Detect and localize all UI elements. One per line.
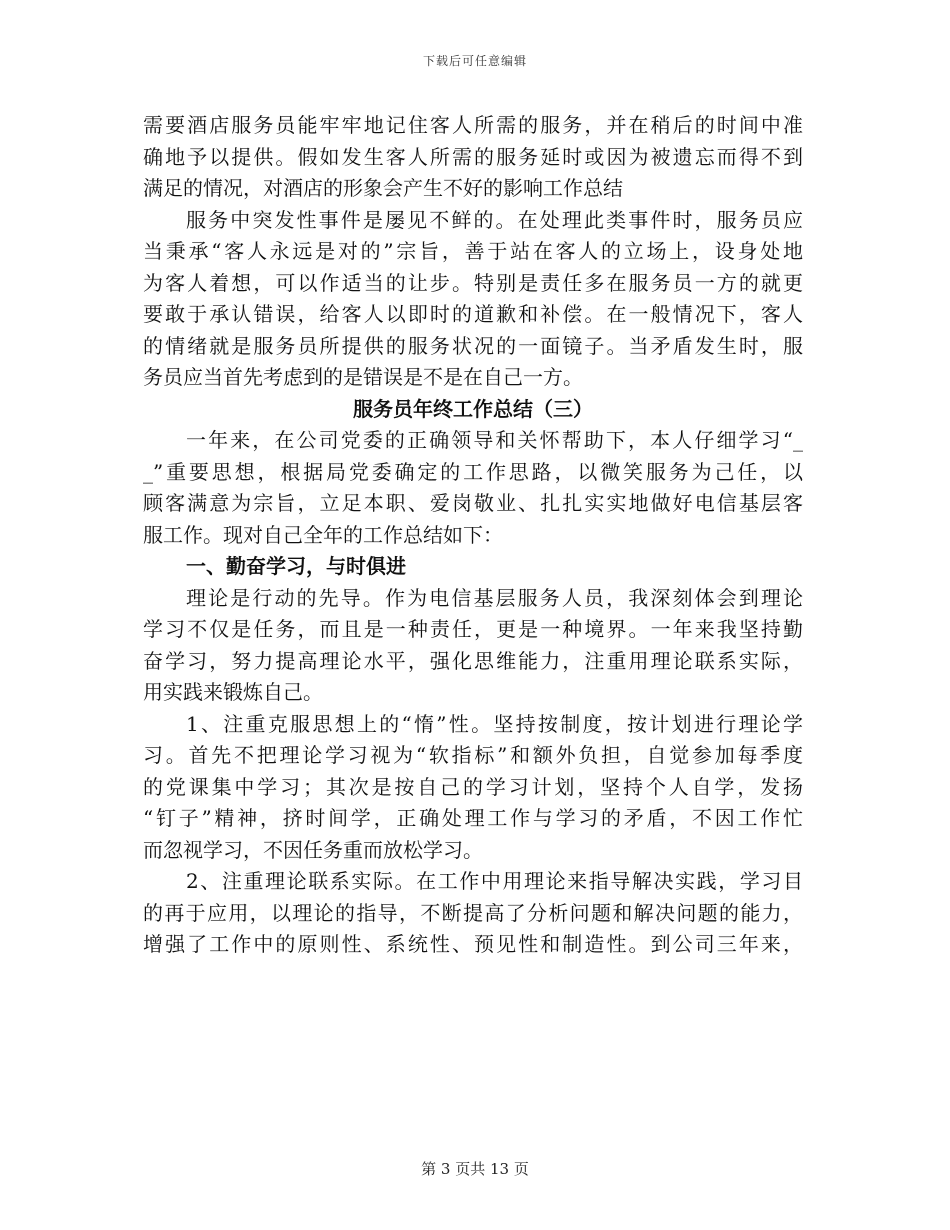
paragraph-last-line: 而忽视学习，不因任务重而放松学习。 [143, 837, 483, 862]
body-text-line: 学习不仅是任务，而且是一种责任，更是一种境界。一年来我坚持勤 [143, 617, 803, 641]
body-text-line: 增强了工作中的原则性、系统性、预见性和制造性。到公司三年来， [143, 932, 803, 956]
body-text-line: “钉子”精神，挤时间学，正确处理工作与学习的矛盾，不因工作忙 [143, 806, 803, 830]
page-header: 下载后可任意编辑 [422, 54, 527, 68]
body-text-line: _”重要思想，根据局党委确定的工作思路，以微笑服务为己任，以 [143, 459, 803, 484]
paragraph-first-line: 一年来，在公司党委的正确领导和关怀帮助下，本人仔细学习“_ [186, 428, 803, 452]
paragraph-first-line: 服务中突发性事件是屡见不鲜的。在处理此类事件时，服务员应 [186, 207, 803, 232]
document-body [143, 110, 803, 961]
body-text-line: 习。首先不把理论学习视为“软指标”和额外负担，自觉参加每季度 [143, 743, 803, 767]
paragraph-last-line: 务员应当首先考虑到的是错误是不是在自己一方。 [143, 365, 583, 389]
paragraph-last-line: 服工作。现对自己全年的工作总结如下： [143, 522, 503, 547]
body-text-line: 的党课集中学习；其次是按自己的学习计划，坚持个人自学，发扬 [143, 774, 803, 799]
body-text-line: 为客人着想，可以作适当的让步。特别是责任多在服务员一方的就更 [143, 270, 803, 295]
sub-heading: 一、勤奋学习，与时俱进 [186, 554, 406, 578]
paragraph-first-line: 理论是行动的先导。作为电信基层服务人员，我深刻体会到理论 [186, 585, 803, 610]
body-text-line: 确地予以提供。假如发生客人所需的服务延时或因为被遗忘而得不到 [143, 144, 803, 169]
body-text-line: 顾客满意为宗旨，立足本职、爱岗敬业、扎扎实实地做好电信基层客 [143, 491, 803, 515]
body-text-line: 奋学习，努力提高理论水平，强化思维能力，注重用理论联系实际， [143, 648, 803, 673]
body-text-line: 当秉承“客人永远是对的”宗旨，善于站在客人的立场上，设身处地 [143, 239, 803, 263]
body-text-line: 要敢于承认错误，给客人以即时的道歉和补偿。在一般情况下，客人 [143, 302, 803, 326]
section-title: 服务员年终工作总结（三） [353, 396, 593, 421]
paragraph-last-line: 用实践来锻炼自己。 [143, 680, 323, 704]
paragraph-first-line: 1、注重克服思想上的“惰”性。坚持按制度，按计划进行理论学 [186, 711, 803, 736]
body-text-line: 需要酒店服务员能牢牢地记住客人所需的服务，并在稍后的时间中准 [143, 113, 803, 137]
paragraph-first-line: 2、注重理论联系实际。在工作中用理论来指导解决实践，学习目 [186, 869, 803, 893]
body-text-line: 的再于应用，以理论的指导，不断提高了分析问题和解决问题的能力， [143, 900, 803, 925]
page-footer: 第 3 页共 13 页 [421, 1160, 529, 1178]
paragraph-last-line: 满足的情况，对酒店的形象会产生不好的影响工作总结 [143, 176, 623, 200]
body-text-line: 的情绪就是服务员所提供的服务状况的一面镜子。当矛盾发生时，服 [143, 333, 803, 358]
